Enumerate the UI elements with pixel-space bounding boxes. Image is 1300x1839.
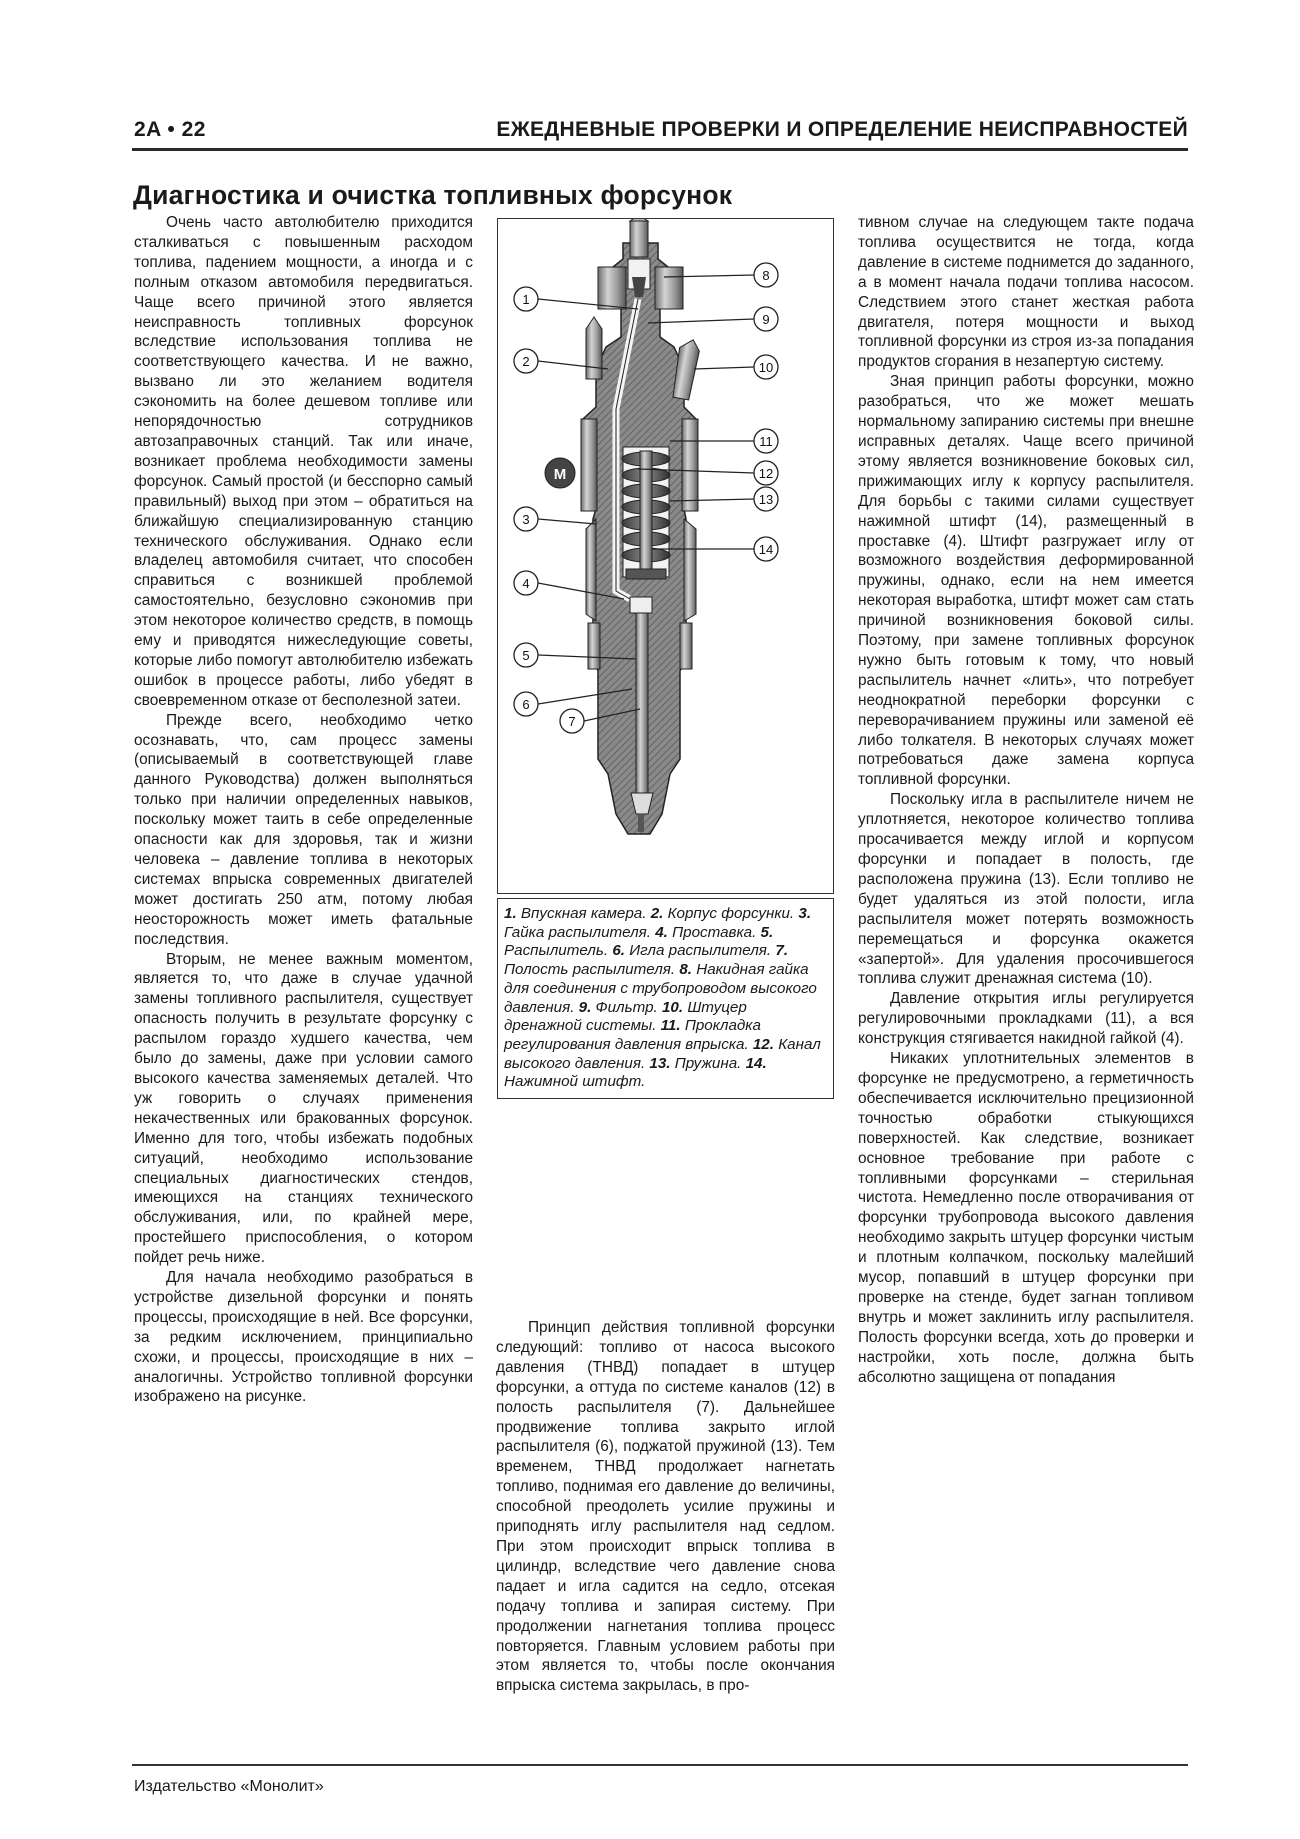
- caption-text: Полость распылителя.: [504, 961, 680, 979]
- caption-text: Нажимной штифт.: [504, 1073, 646, 1091]
- caption-text: Игла распылителя.: [624, 942, 776, 960]
- caption-text: Фильтр.: [591, 998, 662, 1016]
- paragraph: Давление открытия иглы регулируется регулировочными прокладками (11), а вся конструкция стягивается накидной гайкой (4).: [858, 990, 1194, 1048]
- header-rule: [132, 148, 1188, 151]
- footer-rule: [132, 1764, 1188, 1766]
- caption-text: Канал высокого давления.: [504, 1035, 821, 1072]
- caption-number: 7.: [775, 942, 789, 960]
- caption-number: 3.: [798, 905, 812, 922]
- caption-text: Корпус форсунки.: [663, 905, 799, 922]
- paragraph: Прежде всего, необходимо четко осознавать, что, сам процесс замены (описываемый в соответствующей главе данного Руководства) должен выполняться только при наличии определенных навыков, поскольку может таить в себе определенные опасности как для здоровья, так и жизни человека – давление топлива в некоторых системах впрыска современных двигателей может достигать 250 атм, потому любая неосторожность может иметь фатальные последствия.: [134, 711, 473, 948]
- caption-text: Накидная гайка для соединения с трубопроводом высокого давления.: [504, 961, 817, 1016]
- text-column-middle: [496, 1318, 835, 1696]
- paragraph: Поскольку игла в распылителе ничем не уплотняется, некоторое количество топлива просачивается между иглой и корпусом форсунки и попадает в полость, где расположена пружина (13). Если топливо не будет удаляться из этой полости, игла распылителя может потерять возможность перемещаться и форсунка окажется «запертой». Для удаления просочившегося топлива служит дренажная система (10).: [858, 791, 1194, 988]
- caption-text: Прокладка регулирования давления впрыска.: [504, 1017, 761, 1053]
- caption-number: 9.: [578, 998, 592, 1016]
- callout-5: 5: [522, 648, 530, 663]
- callout-2: 2: [522, 354, 530, 369]
- caption-number: 2.: [650, 905, 664, 922]
- caption-number: 1.: [504, 905, 517, 922]
- figure-illustration: [497, 218, 834, 894]
- text-column-left: [134, 213, 473, 1407]
- paragraph: Очень часто автолюбителю приходится сталкиваться с повышенным расходом топлива, падением мощности, а иногда и с полным отказом автомобиля передвигаться. Чаще всего причиной этого является неисправность топливных форсунок вследствие использования топлива не соответствующего качества. И не важно, вызвано ли это желанием водителя сэкономить на более дешевом топливе или непорядочностью сотрудников автозаправочных станций. Так или иначе, возникает проблема необходимости замены форсунок. Самый простой (и бесспорно самый правильный) выход при этом – обратиться на ближайшую специализированную станцию технического обслуживания. Однако если владелец автомобиля считает, что способен справиться с возникшей проблемой самостоятельно, безусловно сэкономив при этом некоторое количество средств, в помощь ему и приводятся нижеследующие советы, которые либо помогут автолюбителю избежать ошибок в процессе работы, либо убедят в своевременном отказе от бесполезной затеи.: [134, 214, 473, 709]
- paragraph: Никаких уплотнительных элементов в форсунке не предусмотрено, а герметичность обеспечивается исключительно прецизионной точностью обработки стыкующихся поверхностей. Как следствие, возникает основное требование при работе с топливными форсунками – стерильная чистота. Немедленно после отворачивания от форсунки трубопровода высокого давления необходимо закрыть штуцер форсунки чистым и плотным колпачком, поскольку малейший мусор, попавший в штуцер форсунки при проверке на стенде, будет загнан топливом внутрь и может заклинить иглу распылителя. Полость форсунки всегда, хоть до проверки и настройки, хоть после, должна быть абсолютно защищена от попадания: [858, 1050, 1194, 1386]
- spring-chamber: [622, 447, 670, 579]
- paragraph: Зная принцип работы форсунки, можно разобраться, что же может мешать нормальному запиранию системы при внешне исправных деталях. Чаще всего причиной этому является возникновение боковых сил, прижимающих иглу к корпусу распылителя. Для борьбы с такими силами существует нажимной штифт (14), размещенный в проставке (4). Штифт разгружает иглу от возможного воздействия деформированной пружины, однако, если на нем имеется некоторая выработка, штифт может сам стать причиной возникновения боковой силы. Поэтому, при замене топливных форсунок нужно быть готовым к тому, что новый распылитель начнет «лить», что потребует неоднократной переборки форсунки с переворачиванием пружины или заменой её либо толкателя. В некоторых случаях может потребоваться даже замена корпуса топливной форсунки.: [858, 373, 1194, 789]
- paragraph: Вторым, не менее важным моментом, является то, что даже в случае удачной замены топливного распылителя, существует опасность получить в результате форсунку с распылом гораздо худшего качества, чем было до замены, даже при условии самого высокого качества заменяемых деталей. Что уж говорить о случаях применения некачественных или бракованных форсунок. Именно для того, чтобы избежать подобных ситуаций, необходимо использование специальных диагностических стендов, имеющихся на станциях технического обслуживания, или, по крайней мере, простейшего приспособления, о котором пойдет речь ниже.: [134, 950, 473, 1267]
- caption-text: Штуцер дренажной системы.: [504, 998, 747, 1035]
- caption-number: 13.: [649, 1054, 671, 1072]
- publisher-footer: Издательство «Монолит»: [134, 1778, 324, 1795]
- callout-7: 7: [568, 714, 576, 729]
- publisher-logo-icon: [545, 458, 575, 488]
- caption-text: Проставка.: [667, 923, 761, 941]
- svg-text:М: М: [553, 466, 567, 483]
- callout-10: 10: [758, 360, 774, 375]
- text-column-right: [858, 213, 1194, 1387]
- callout-9: 9: [762, 312, 770, 327]
- figure: [497, 218, 834, 1316]
- caption-number: 4.: [655, 923, 668, 941]
- injector-cutaway-diagram: [498, 219, 833, 893]
- callout-13: 13: [758, 492, 774, 507]
- callout-1: 1: [522, 292, 530, 307]
- caption-number: 8.: [679, 961, 692, 979]
- callout-3: 3: [522, 512, 530, 527]
- page-number: 2A • 22: [134, 118, 206, 141]
- caption-number: 6.: [612, 942, 625, 960]
- callout-6: 6: [522, 697, 530, 712]
- caption-text: Распылитель.: [504, 942, 613, 960]
- callout-14: 14: [758, 542, 774, 557]
- figure-caption: [497, 898, 834, 1099]
- callout-4: 4: [522, 576, 530, 591]
- paragraph: Принцип действия топливной форсунки следующий: топливо от насоса высокого давления (ТНВД) попадает в штуцер форсунки, а оттуда по системе каналов (12) в полость распылителя (7). Дальнейшее продвижение топлива закрыто иглой распылителя (6), поджатой пружиной (13). Тем временем, ТНВД продолжает нагнетать топливо, поднимая его давление до величины, способной преодолеть усилие пружины и приподнять иглу распылителя над седлом. При этом происходит впрыск топлива в цилиндр, вследствие чего давление снова падает и игла садится на седло, отсекая подачу топлива и запирая систему. При продолжении нагнетания топлива процесс повторяется. Главным условием работы при этом является то, чтобы после окончания впрыска система закрылась, в про-: [496, 1319, 835, 1695]
- caption-number: 10.: [661, 998, 684, 1016]
- caption-text: Пружина.: [670, 1054, 746, 1072]
- caption-text: Впускная камера.: [516, 905, 651, 922]
- caption-text: Гайка распылителя.: [504, 923, 656, 941]
- caption-number: 12.: [752, 1035, 774, 1053]
- caption-number: 14.: [745, 1054, 767, 1072]
- caption-number: 5.: [760, 923, 774, 941]
- callout-12: 12: [758, 466, 774, 481]
- paragraph: Для начала необходимо разобраться в устройстве дизельной форсунки и понять процессы, происходящие в ней. Все форсунки, за редким исключением, принципиально схожи, и процессы, происходящие в них – аналогичны. Устройство топливной форсунки изображено на рисунке.: [134, 1269, 473, 1406]
- paragraph: тивном случае на следующем такте подача топлива осуществится не тогда, когда давление в системе поднимется до заданного, а в момент начала подачи топлива насосом. Следствием этого станет жесткая работа двигателя, потеря мощности и выход топливной форсунки из строя из-за попадания продуктов сгорания в незапертую систему.: [858, 214, 1194, 371]
- section-title: Диагностика и очистка топливных форсунок: [133, 180, 733, 210]
- running-header-title: ЕЖЕДНЕВНЫЕ ПРОВЕРКИ И ОПРЕДЕЛЕНИЕ НЕИСПРАВНОСТЕЙ: [496, 118, 1188, 141]
- callout-8: 8: [762, 268, 770, 283]
- caption-number: 11.: [660, 1017, 681, 1035]
- callout-11: 11: [759, 434, 773, 449]
